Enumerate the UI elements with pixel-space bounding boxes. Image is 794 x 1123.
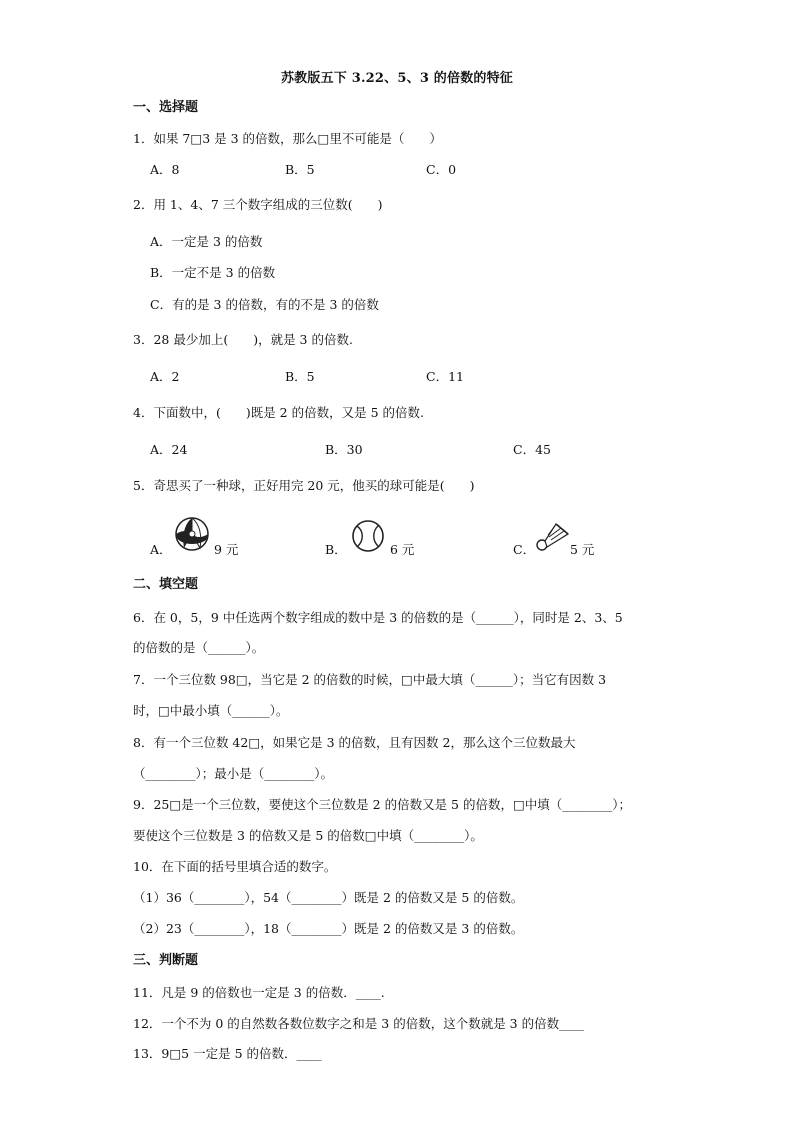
q2-option-c: C．有的是 3 的倍数，有的不是 3 的倍数	[150, 297, 379, 312]
q4-option-a: A．24	[150, 442, 188, 457]
q4-option-b: B．30	[325, 442, 363, 457]
question-11: 11．凡是 9 的倍数也一定是 3 的倍数．____.	[133, 985, 385, 1000]
question-3: 3．28 最少加上( )，就是 3 的倍数.	[133, 332, 353, 347]
q5-option-a-letter: A．	[150, 542, 172, 557]
q2-option-a: A．一定是 3 的倍数	[150, 234, 263, 249]
question-10: 10．在下面的括号里填合适的数字。	[133, 859, 337, 874]
q1-option-a: A．8	[150, 162, 180, 177]
q2-option-b: B．一定不是 3 的倍数	[150, 265, 276, 280]
q5-option-c-letter: C．	[513, 542, 536, 557]
question-7-line-1: 7．一个三位数 98□，当它是 2 的倍数的时候，□中最大填（______）；当它有因数 3	[133, 672, 607, 687]
q4-option-c: C．45	[513, 442, 551, 457]
question-8-line-1: 8．有一个三位数 42□，如果它是 3 的倍数，且有因数 2，那么这个三位数最大	[133, 735, 576, 750]
question-10-sub-2: （2）23（________），18（________）既是 2 的倍数又是 3 的倍数。	[133, 921, 524, 936]
q3-option-b: B．5	[285, 369, 315, 384]
question-9-line-2: 要使这个三位数是 3 的倍数又是 5 的倍数□中填（________）。	[133, 828, 483, 843]
q5-option-b-letter: B．	[325, 542, 347, 557]
q5-option-a-price: 9 元	[214, 542, 239, 557]
question-2: 2．用 1、4、7 三个数字组成的三位数( )	[133, 197, 383, 212]
q1-option-b: B．5	[285, 162, 315, 177]
question-7-line-2: 时，□中最小填（______）。	[133, 703, 289, 718]
q3-option-a: A．2	[150, 369, 180, 384]
question-12: 12．一个不为 0 的自然数各数位数字之和是 3 的倍数，这个数就是 3 的倍数____	[133, 1016, 585, 1031]
question-5: 5．奇思买了一种球，正好用完 20 元，他买的球可能是( )	[133, 478, 475, 493]
shuttlecock-icon	[534, 520, 570, 552]
question-13: 13．9□5 一定是 5 的倍数．____	[133, 1046, 322, 1061]
section-heading-fill: 二、填空题	[133, 577, 199, 592]
question-6-line-1: 6．在 0，5，9 中任选两个数字组成的数中是 3 的倍数的是（______），同时是 2、3、5	[133, 610, 623, 625]
beach-ball-icon	[174, 516, 210, 552]
section-heading-judge: 三、判断题	[133, 953, 199, 968]
question-4: 4．下面数中，( )既是 2 的倍数，又是 5 的倍数.	[133, 405, 424, 420]
question-8-line-2: （________）；最小是（________）。	[133, 766, 334, 781]
section-heading-choice: 一、选择题	[133, 100, 199, 115]
tennis-ball-icon	[351, 519, 385, 553]
q3-option-c: C．11	[426, 369, 464, 384]
q1-option-c: C．0	[426, 162, 457, 177]
page-title: 苏教版五下 3.22、5、3 的倍数的特征	[280, 71, 513, 86]
question-1: 1．如果 7□3 是 3 的倍数，那么□里不可能是（ ）	[133, 131, 442, 146]
question-9-line-1: 9．25□是一个三位数，要使这个三位数是 2 的倍数又是 5 的倍数，□中填（________）；	[133, 797, 632, 812]
q5-option-b-price: 6 元	[390, 542, 415, 557]
question-6-line-2: 的倍数的是（______）。	[133, 640, 265, 655]
question-10-sub-1: （1）36（________），54（________）既是 2 的倍数又是 5 的倍数。	[133, 890, 524, 905]
q5-option-c-price: 5 元	[570, 542, 595, 557]
